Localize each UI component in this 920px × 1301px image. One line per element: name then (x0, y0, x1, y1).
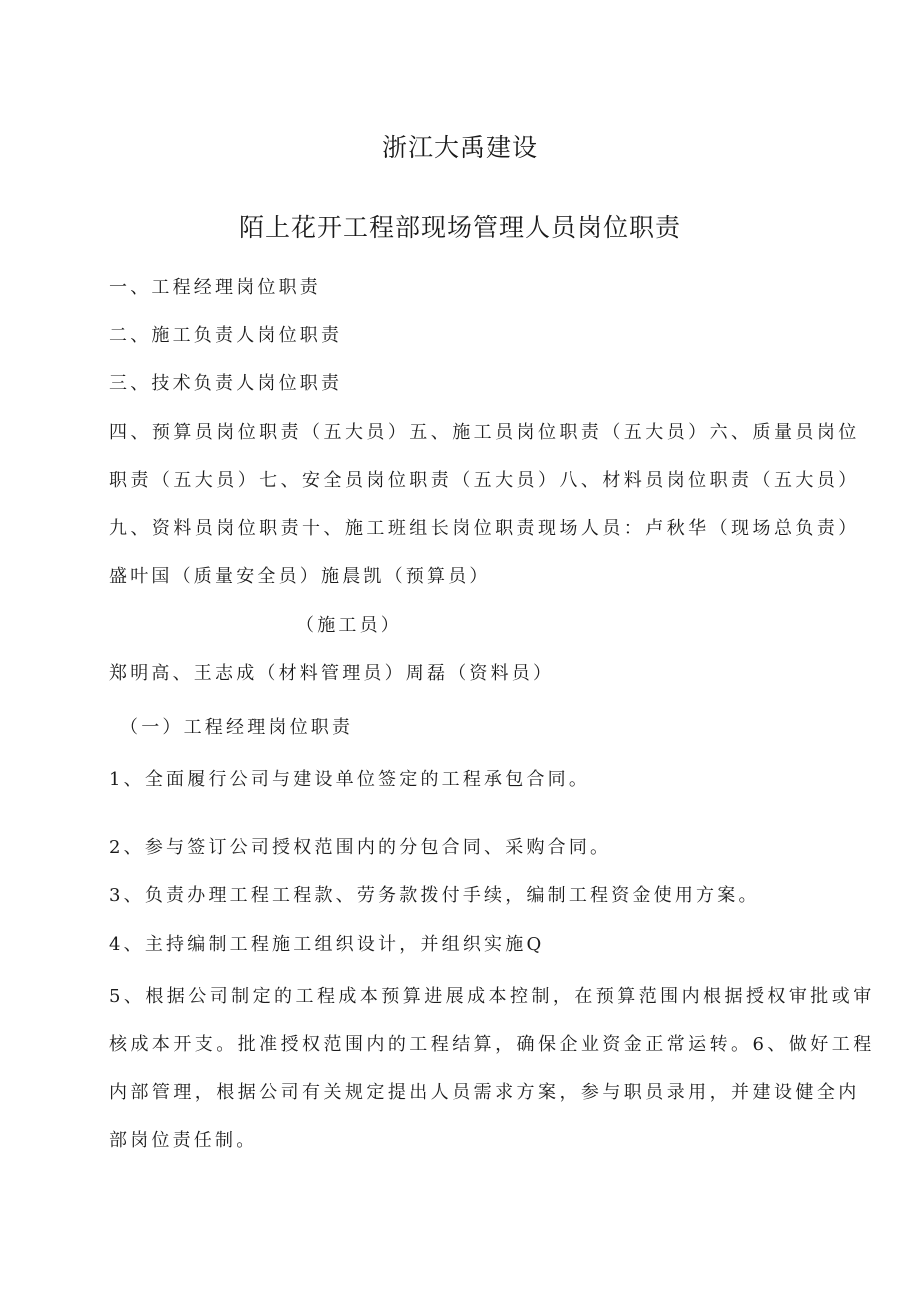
duty-item: 4、主持编制工程施工组织设计，并组织实施Q (109, 934, 545, 955)
duty-item: 1、全面履行公司与建设单位签定的工程承包合同。 (109, 769, 591, 790)
toc-item: 三、技术负责人岗位职责 (109, 373, 343, 394)
document-title: 陌上花开工程部现场管理人员岗位职责 (238, 213, 681, 242)
toc-run-on-line: 四、预算员岗位职责（五大员）五、施工员岗位职责（五大员）六、质量员岗位 (109, 422, 860, 443)
toc-item: 一、工程经理岗位职责 (109, 277, 321, 298)
toc-run-on-line: 盛叶国（质量安全员）施晨凯（预算员） (109, 566, 491, 587)
staff-line: 郑明高、王志成（材料管理员）周磊（资料员） (109, 663, 555, 684)
company-title: 浙江大禹建设 (381, 133, 538, 162)
section-heading: （一）工程经理岗位职责 (120, 717, 354, 738)
toc-run-on-line: 职责（五大员）七、安全员岗位职责（五大员）八、材料员岗位职责（五大员） (109, 470, 860, 491)
duty-5-line: 部岗位责任制。 (109, 1130, 258, 1151)
toc-item: 二、施工负责人岗位职责 (109, 325, 343, 346)
duty-item: 3、负责办理工程工程款、劳务款拨付手续，编制工程资金使用方案。 (109, 885, 760, 906)
duty-5-line: 核成本开支。批准授权范围内的工程结算，确保企业资金正常运转。6、做好工程 (109, 1034, 875, 1055)
duty-item: 2、参与签订公司授权范围内的分包合同、采购合同。 (109, 837, 612, 858)
duty-5-line: 内部管理，根据公司有关规定提出人员需求方案，参与职员录用，并建设健全内 (109, 1082, 860, 1103)
staff-role-line: （施工员） (296, 615, 402, 636)
duty-5-line: 5、根据公司制定的工程成本预算进展成本控制，在预算范围内根据授权审批或审 (109, 986, 875, 1007)
toc-run-on-line: 九、资料员岗位职责十、施工班组长岗位职责现场人员：卢秋华（现场总负责） (109, 518, 860, 539)
